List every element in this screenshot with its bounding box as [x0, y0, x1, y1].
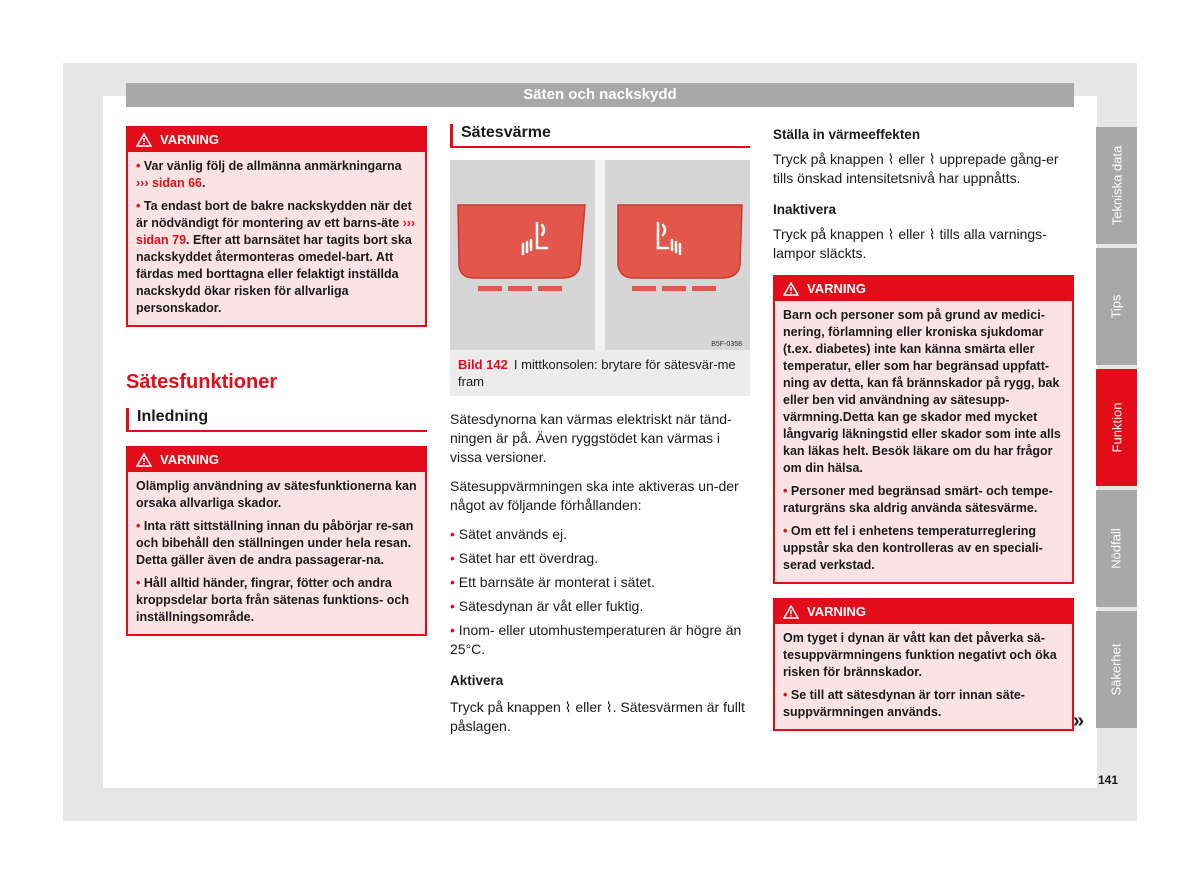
column-right — [773, 120, 1074, 731]
warning-bullet: • Inta rätt sittställning innan du påbörjar re-san och bibehåll den ställningen under hela resan. Detta gäller även de andra passagerar-na. — [136, 519, 414, 567]
warning-body — [128, 472, 425, 634]
page-number: 141 — [1098, 773, 1119, 787]
seat-heat-max-icon: ⌇ — [564, 699, 572, 715]
warning-bullet: • Se till att sätesdynan är torr innan säte-suppvärmningen används. — [783, 688, 1025, 719]
paragraph — [773, 150, 1074, 188]
warning-header — [775, 600, 1072, 624]
list-item — [450, 525, 750, 544]
subsection-title: Inledning — [126, 408, 427, 432]
section-title: Sätesfunktioner — [126, 371, 278, 393]
warning-header — [128, 448, 425, 472]
warning-text: Inta rätt sittställning innan du påbörjar re-san och bibehåll den ställningen under hela resan. Detta gäller även de andra passagerar-na. — [136, 519, 414, 567]
list-item — [450, 621, 750, 659]
side-tab-tips[interactable] — [1096, 248, 1137, 365]
warning-body — [128, 152, 425, 325]
text: Tryck på knappen — [450, 699, 565, 715]
list-item-text: Ett barnsäte är monterat i sätet. — [458, 574, 655, 590]
column-middle — [450, 120, 750, 736]
bullet-icon: • — [450, 526, 459, 542]
bullet-icon: • — [450, 622, 459, 638]
warning-header — [128, 128, 425, 152]
warning-label: VARNING — [160, 452, 219, 467]
paragraph: Sätesuppvärmningen ska inte aktiveras un-der något av följande förhållanden: — [450, 478, 739, 513]
subheading: Aktivera — [450, 673, 504, 688]
body-text — [450, 410, 750, 736]
warning-label: VARNING — [807, 281, 866, 296]
list-item-text: Sätet har ett överdrag. — [458, 550, 599, 566]
text: eller — [571, 699, 606, 715]
page-reference-link[interactable]: ››› sidan 66 — [136, 176, 202, 190]
warning-triangle-icon — [783, 282, 799, 296]
condition-list — [450, 525, 750, 659]
warning-bullet: • Håll alltid händer, fingrar, fötter och andra kroppsdelar borta från sätenas funktions- och inställningsområde. — [136, 576, 409, 624]
chapter-header: Säten och nackskydd — [126, 83, 1074, 107]
seat-heater-switch-illustration — [450, 160, 750, 350]
warning-intro: Olämplig användning av sätesfunktionerna kan orsaka allvarliga skador. — [136, 479, 417, 510]
text: tills alla varnings-lampor släckts. — [773, 226, 1047, 261]
warning-text: Personer med begränsad smärt- och tempe-raturgräns ska aldrig använda sätesvärme. — [783, 484, 1053, 515]
bullet-icon: • — [450, 574, 459, 590]
warning-label: VARNING — [807, 604, 866, 619]
figure — [450, 160, 750, 396]
subheading: Inaktivera — [773, 202, 837, 217]
warning-text: Om ett fel i enhetens temperaturreglering uppstår ska den kontrolleras av en speciali-serad verkstad. — [783, 524, 1043, 572]
warning-bullet: • Om ett fel i enhetens temperaturreglering uppstår ska den kontrolleras av en speciali-serad verkstad. — [783, 524, 1043, 572]
warning-body — [775, 624, 1072, 729]
warning-text: . Efter att barnsätet har tagits bort ska nackskyddet återmonteras omedel-bart. Att färdas med borttagna eller felaktigt inställda nackskydd ökar risken för allvarliga personskador. — [136, 233, 412, 315]
paragraph: Sätesdynorna kan värmas elektriskt när tänd-ningen är på. Även ryggstödet kan värmas i vissa versioner. — [450, 411, 732, 465]
side-tab-label: Tips — [1108, 294, 1124, 319]
warning-bullet: • Personer med begränsad smärt- och tempe-raturgräns ska aldrig använda sätesvärme. — [783, 484, 1053, 515]
figure-code: B5F-0358 — [711, 341, 742, 348]
seat-heat-icon: ⌇ — [887, 226, 895, 242]
warning-triangle-icon — [783, 605, 799, 619]
warning-triangle-icon — [136, 133, 152, 147]
warning-body — [775, 301, 1072, 582]
warning-text: Håll alltid händer, fingrar, fötter och andra kroppsdelar borta från sätenas funktions- och inställningsområde. — [136, 576, 409, 624]
warning-box — [126, 126, 427, 327]
side-tab-label: Nödfall — [1109, 528, 1124, 569]
warning-bullet: • Ta endast bort de bakre nackskydden när det är nödvändigt för montering av ett barns-äte ››› sidan 79. Efter att barnsätet har tagits bort ska nackskyddet återmonteras omedel-bart. Att färdas med borttagna eller felaktigt inställda nackskydd ökar risken för allvarliga personskador. — [136, 199, 416, 315]
warning-intro: Barn och personer som på grund av medici-nering, förlamning eller kroniska sjukdomar (t.ex. diabetes) inte kan känna smärta eller temperatur, eller som har begränsad uppfatt-ning av detta, kan få brännskador på rygg, bak eller ben vid användning av sätesupp-värmning.Detta kan ge skador med mycket långvarig läkningstid eller skador som inte alls kan läkas helt. Besök läkare om du har frågor om din hälsa. — [783, 308, 1061, 475]
backrest-heat-icon: ⌇ — [605, 699, 613, 715]
warning-text: Se till att sätesdynan är torr innan säte-suppvärmningen används. — [783, 688, 1025, 719]
side-tab-tekniska-data[interactable] — [1096, 127, 1137, 244]
figure-number: Bild 142 — [458, 357, 508, 372]
list-item — [450, 549, 750, 568]
seat-heat-icon: ⌇ — [887, 151, 895, 167]
subheading: Ställa in värmeeffekten — [773, 127, 921, 142]
caption-text: I mittkonsolen: brytare för sätesvär-me fram — [458, 357, 736, 389]
text: upprepade gång-er tills önskad intensitetsnivå har uppnåtts. — [773, 151, 1059, 186]
side-tab-label: Säkerhet — [1109, 643, 1125, 696]
text: eller — [894, 151, 929, 167]
warning-triangle-icon — [136, 453, 152, 467]
list-item-text: Sätet används ej. — [458, 526, 567, 542]
side-tab-nodfall[interactable] — [1096, 490, 1137, 607]
text: Tryck på knappen — [773, 226, 888, 242]
list-item — [450, 573, 750, 592]
warning-label: VARNING — [160, 132, 219, 147]
text: Tryck på knappen — [773, 151, 888, 167]
column-left — [126, 120, 427, 636]
warning-box — [773, 598, 1074, 731]
warning-bullet: • Var vänlig följ de allmänna anmärkningarna ››› sidan 66. — [136, 159, 402, 190]
text: . Sätesvärmen är fullt påslagen. — [450, 699, 745, 734]
continue-arrow: » — [1073, 710, 1085, 732]
side-tab-funktion[interactable] — [1096, 369, 1137, 486]
list-item-text: Inom- eller utomhustemperaturen är högre än 25°C. — [450, 622, 742, 657]
list-item-text: Sätesdynan är våt eller fuktig. — [458, 598, 644, 614]
list-item — [450, 597, 750, 616]
side-tab-sakerhet[interactable] — [1096, 611, 1137, 728]
warning-box — [126, 446, 427, 636]
figure-image — [450, 160, 750, 350]
bullet-icon: • — [450, 598, 459, 614]
paragraph — [773, 225, 1074, 263]
warning-text: . — [202, 176, 206, 190]
subsection-title: Sätesvärme — [450, 124, 750, 148]
text: eller — [894, 226, 929, 242]
backrest-heat-icon: ⌇ — [928, 226, 936, 242]
figure-caption — [450, 350, 750, 396]
warning-box — [773, 275, 1074, 584]
warning-text: Var vänlig följ de allmänna anmärkningarna — [143, 159, 402, 173]
backrest-heat-icon: ⌇ — [928, 151, 936, 167]
warning-header — [775, 277, 1072, 301]
side-tab-label: Funktion — [1109, 402, 1124, 453]
warning-text: Ta endast bort de bakre nackskydden när det är nödvändigt för montering av ett barns-äte — [136, 199, 412, 230]
page-reference-link[interactable]: ››› sidan 79 — [136, 216, 416, 247]
paragraph — [450, 698, 750, 736]
bullet-icon: • — [450, 550, 459, 566]
side-tab-label: Tekniska data — [1109, 145, 1124, 226]
warning-intro: Om tyget i dynan är vått kan det påverka sä-tesuppvärmningens funktion negativt och öka risken för brännskador. — [783, 631, 1057, 679]
